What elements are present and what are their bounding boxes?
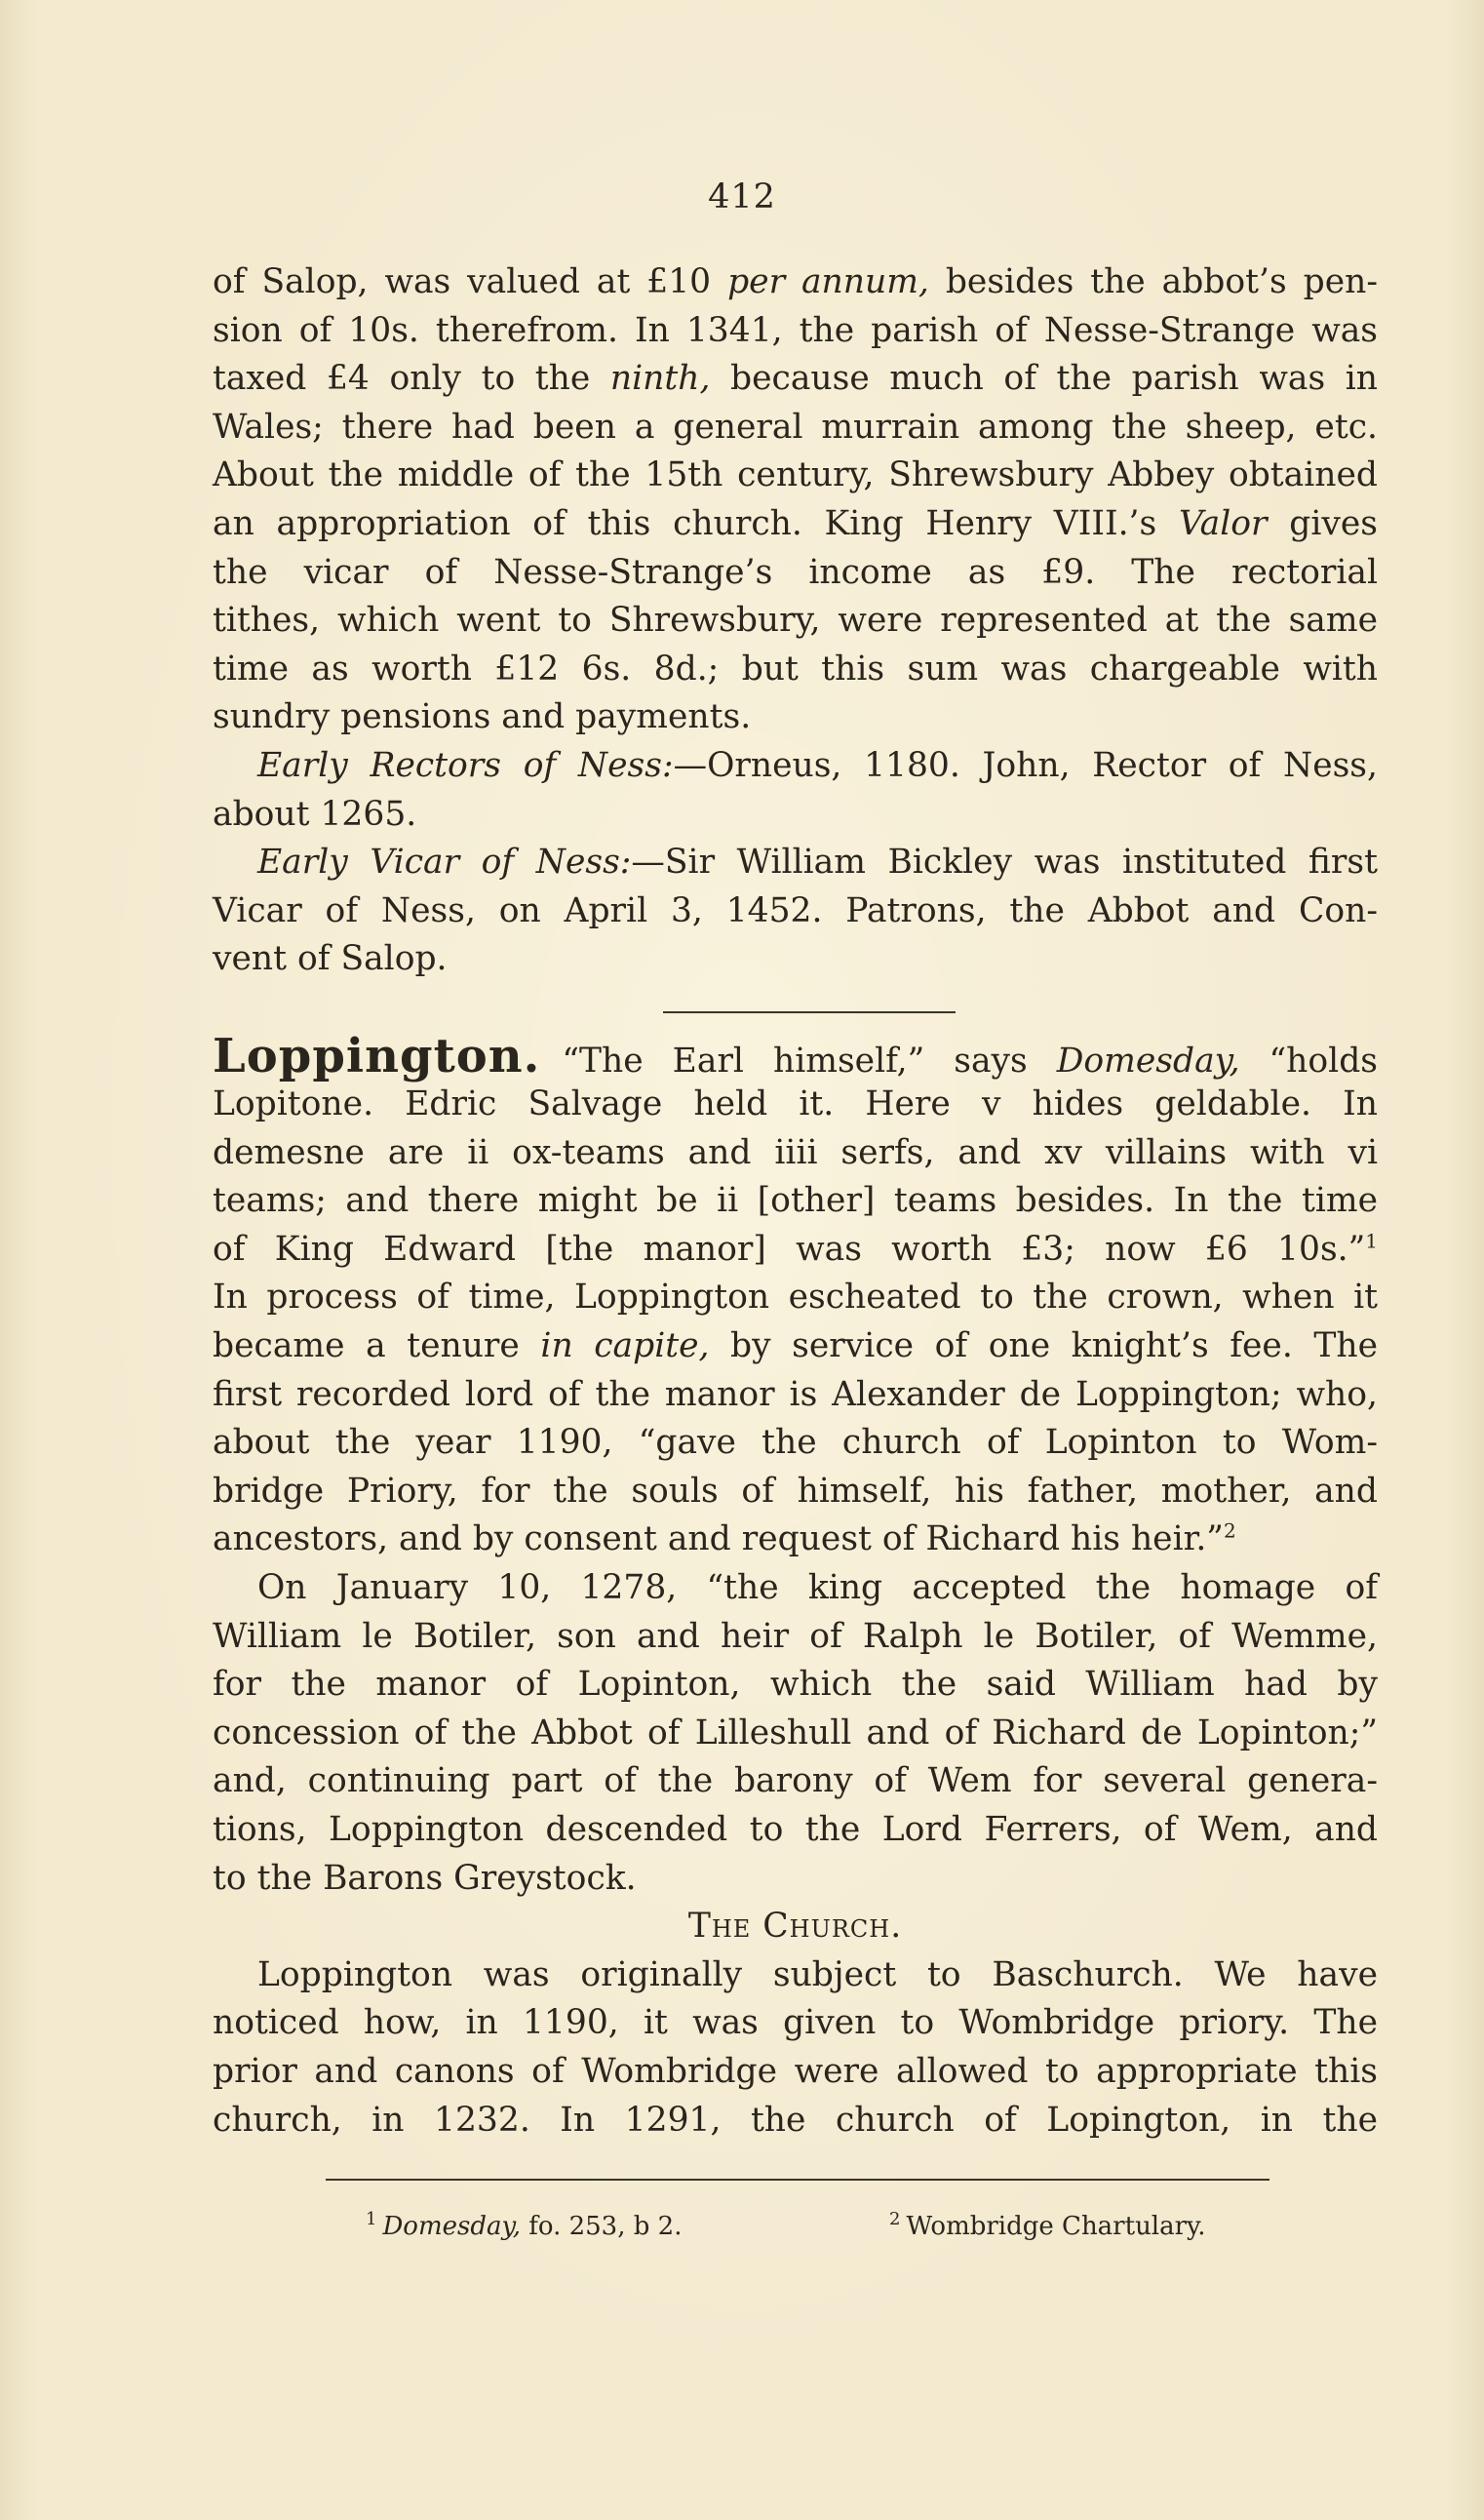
text-line: Early Rectors of Ness:—Orneus, 1180. John, Rector of Ness, bbox=[257, 745, 1378, 785]
text-line: prior and canons of Wombridge were allowed to appropriate this bbox=[213, 2051, 1378, 2091]
text-line: vent of Salop. bbox=[213, 939, 448, 979]
text-line: became a tenure in capite, by service of one knight’s fee. The bbox=[213, 1326, 1379, 1366]
text-line: demesne are ii ox-teams and iiii serfs, and xv villains with vi bbox=[213, 1132, 1378, 1172]
italic-text: ninth, bbox=[609, 359, 711, 399]
page-number: 412 bbox=[708, 177, 776, 217]
footnote-rule bbox=[326, 2179, 1269, 2181]
text-line: Loppington was originally subject to Baschurch. We have bbox=[257, 1954, 1378, 1994]
text-line: sundry pensions and payments. bbox=[213, 697, 752, 737]
footnote-1-source: Domesday, bbox=[382, 2212, 521, 2241]
section-heading: Loppington. bbox=[213, 1028, 541, 1083]
text-line: William le Botiler, son and heir of Ralph le Botiler, of Wemme, bbox=[213, 1616, 1378, 1656]
text-line: Early Vicar of Ness:—Sir William Bickley was instituted first bbox=[257, 843, 1378, 883]
footnote-reference: 2 bbox=[1223, 1518, 1236, 1543]
paragraph-homage bbox=[213, 1564, 1378, 1903]
paragraph-salop-valuation bbox=[213, 258, 1378, 742]
italic-text: Domesday, bbox=[1056, 1041, 1240, 1081]
text-line: On January 10, 1278, “the king accepted the homage of bbox=[257, 1568, 1378, 1608]
footnote-1-reference: fo. 253, b 2. bbox=[520, 2212, 683, 2241]
text-line: first recorded lord of the manor is Alexander de Loppington; who, bbox=[213, 1374, 1378, 1414]
text-line: about 1265. bbox=[213, 794, 417, 834]
paragraph-the-church bbox=[213, 1951, 1378, 2145]
text-line: bridge Priory, for the souls of himself, his father, mother, and bbox=[213, 1471, 1378, 1511]
paragraph-loppington-domesday bbox=[213, 1028, 1379, 1565]
italic-text: Early Rectors of Ness: bbox=[257, 745, 674, 785]
text-line: Vicar of Ness, on April 3, 1452. Patrons, the Abbot and Con- bbox=[213, 890, 1378, 930]
paragraph-early-vicar bbox=[213, 839, 1378, 984]
italic-text: per annum, bbox=[727, 262, 929, 301]
text-line: and, continuing part of the barony of Wem for several genera- bbox=[213, 1761, 1378, 1801]
text-line: noticed how, in 1190, it was given to Wombridge priory. The bbox=[213, 2003, 1378, 2043]
text-line: tithes, which went to Shrewsbury, were represented at the same bbox=[213, 601, 1378, 641]
text-line: of King Edward [the manor] was worth £3; now £6 10s.”$^1$ bbox=[213, 1229, 1378, 1269]
italic-text: in capite, bbox=[540, 1326, 710, 1366]
italic-text: Early Vicar of Ness: bbox=[257, 843, 632, 883]
footnote-2-mark: 2 bbox=[889, 2209, 901, 2230]
text-line: for the manor of Lopinton, which the said William had by bbox=[213, 1665, 1378, 1705]
text-line: an appropriation of this church. King Henry VIII.’s Valor gives bbox=[213, 503, 1379, 543]
text-line: Wales; there had been a general murrain among the sheep, etc. bbox=[213, 407, 1378, 447]
footnote-2 bbox=[889, 2209, 1206, 2241]
italic-text: Valor bbox=[1178, 503, 1268, 543]
text-line: the vicar of Nesse-Strange’s income as £9. The rectorial bbox=[213, 552, 1378, 592]
text-line: taxed £4 only to the ninth, because much of the parish was in bbox=[213, 359, 1378, 399]
text-line: Lopitone. Edric Salvage held it. Here v hides geldable. In bbox=[213, 1084, 1378, 1124]
paragraph-early-rectors bbox=[213, 742, 1378, 839]
text-line: tions, Loppington descended to the Lord Ferrers, of Wem, and bbox=[213, 1810, 1378, 1849]
text-line: of Salop, was valued at £10 per annum, besides the abbot’s pen- bbox=[213, 262, 1378, 301]
text-line: ancestors, and by consent and request of Richard his heir.”$^2$ bbox=[213, 1518, 1236, 1559]
text-line: to the Barons Greystock. bbox=[213, 1858, 637, 1898]
text-line: time as worth £12 6s. 8d.; but this sum was chargeable with bbox=[213, 649, 1378, 689]
text-line: About the middle of the 15th century, Shrewsbury Abbey obtained bbox=[213, 455, 1378, 495]
subheading-the-church: The Church. bbox=[687, 1907, 903, 1947]
text-line: church, in 1232. In 1291, the church of Lopington, in the bbox=[213, 2100, 1378, 2140]
text-line: teams; and there might be ii [other] teams besides. In the time bbox=[213, 1181, 1378, 1221]
text-line: concession of the Abbot of Lilleshull and of Richard de Lopinton;” bbox=[213, 1713, 1378, 1752]
footnote-reference: 1 bbox=[1365, 1229, 1378, 1253]
text-line: Loppington. “The Earl himself,” says Domesday, “holds bbox=[213, 1028, 1378, 1083]
text-line: about the year 1190, “gave the church of Lopinton to Wom- bbox=[213, 1423, 1378, 1463]
text-line: In process of time, Loppington escheated to the crown, when it bbox=[213, 1278, 1378, 1318]
section-divider bbox=[213, 984, 1378, 1033]
text-line: sion of 10s. therefrom. In 1341, the parish of Nesse-Strange was bbox=[213, 310, 1378, 350]
body-text bbox=[213, 258, 1378, 2145]
footnote-1 bbox=[366, 2209, 683, 2241]
footnote-2-source: Wombridge Chartulary. bbox=[906, 2212, 1206, 2241]
footnote-1-mark: 1 bbox=[366, 2209, 377, 2230]
